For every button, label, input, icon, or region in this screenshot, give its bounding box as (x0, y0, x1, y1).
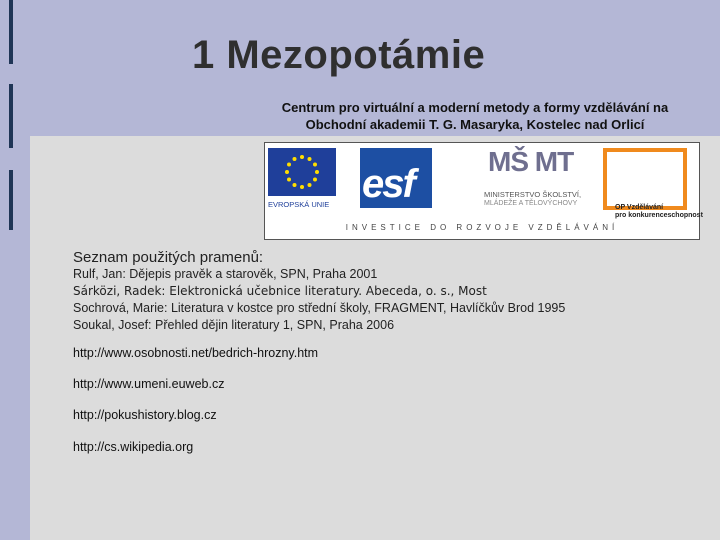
source-link[interactable]: http://cs.wikipedia.org (73, 440, 194, 454)
decor-bar (9, 170, 13, 230)
eu-logo (268, 148, 336, 212)
decor-bar (9, 84, 13, 148)
source-item: Sochrová, Marie: Literatura v kostce pro střední školy, FRAGMENT, Havlíčkův Brod 1995 (73, 301, 566, 315)
msmt-logo (480, 146, 590, 216)
esf-logo (360, 148, 432, 210)
left-decoration-bars (0, 0, 20, 540)
invest-tagline: INVESTICE DO ROZVOJE VZDĚLÁVÁNÍ (345, 223, 619, 232)
funding-logo-banner (264, 142, 703, 240)
eu-star (300, 185, 304, 189)
op-frame-icon (603, 148, 687, 210)
esf-text: esf (362, 162, 414, 206)
eu-star (300, 155, 304, 159)
eu-star (287, 178, 291, 182)
sources-heading: Seznam použitých pramenů: (73, 249, 264, 266)
source-item: Soukal, Josef: Přehled dějin literatury 1, SPN, Praha 2006 (73, 318, 395, 332)
msmt-label: MINISTERSTVO ŠKOLSTVÍ, (484, 190, 582, 199)
source-item: Sárközi, Radek: Elektronická učebnice literatury. Abeceda, o. s., Most (73, 284, 487, 298)
eu-flag-icon (268, 148, 336, 196)
eu-star (293, 183, 297, 187)
subtitle-line: Centrum pro virtuální a moderní metody a formy vzdělávání na (281, 100, 669, 115)
eu-star (308, 157, 312, 161)
eu-star (287, 163, 291, 167)
eu-star (313, 163, 317, 167)
eu-star (285, 170, 289, 174)
subtitle-line: Obchodní akademii T. G. Masaryka, Kostelec nad Orlicí (305, 117, 645, 132)
op-logo (595, 146, 703, 219)
slide-title: 1 Mezopotámie (192, 33, 486, 77)
eu-star (313, 178, 317, 182)
eu-star (315, 170, 319, 174)
sources-list (73, 266, 693, 334)
source-link[interactable]: http://pokushistory.blog.cz (73, 408, 217, 422)
eu-star (308, 183, 312, 187)
msmt-mark: MŠ MT (488, 146, 574, 177)
source-link[interactable]: http://www.osobnosti.net/bedrich-hrozny.htm (73, 346, 319, 360)
msmt-sublabel: MLÁDEŽE A TĚLOVÝCHOVY (484, 200, 578, 207)
source-item: Rulf, Jan: Dějepis pravěk a starověk, SPN, Praha 2001 (73, 267, 378, 281)
op-label-line: pro konkurenceschopnost (615, 212, 703, 219)
source-link[interactable]: http://www.umeni.euweb.cz (73, 377, 225, 391)
slide-subtitle (255, 99, 695, 133)
eu-star (293, 157, 297, 161)
op-label-line: OP Vzdělávání (615, 204, 664, 211)
op-label (615, 204, 703, 220)
decor-bar (9, 0, 13, 64)
eu-label: EVROPSKÁ UNIE (268, 200, 330, 209)
